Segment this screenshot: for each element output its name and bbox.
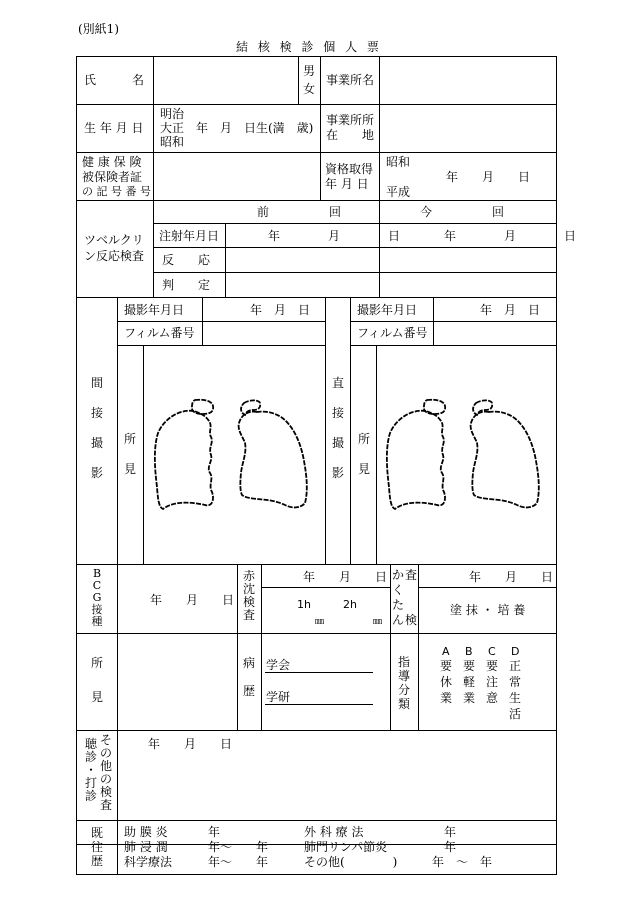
other-label: その他( ) [304,855,398,869]
infiltration-label: 肺 浸 潤 [124,840,168,854]
guidance-label: 指 導 分 類 [397,655,410,711]
qualify-label-1: 資格取得 [325,162,374,176]
insurance-label-3: の 記 号 番 号 [82,185,151,198]
history-bottom-rule [76,874,557,875]
bcg-date: 年 月 日 [150,593,235,607]
other-years: 年 〜 年 [432,855,493,869]
insurance-label-1: 健 康 保 険 [82,155,142,169]
esr-mm-2: ㎜ [373,617,383,627]
hilar-year: 年 [444,840,457,854]
era-showa: 昭和 [160,135,185,149]
esr-mm-1: ㎜ [315,617,325,627]
direct-date-label: 撮影年月日 [357,303,418,317]
direct-film-label: フィルム番号 [357,326,428,340]
auscultation-label: 聴 診 ・ 打 診 [84,737,97,803]
conference-underline [265,672,373,673]
direct-label: 直 接 撮 影 [331,376,344,480]
esr-1h: 1h [297,598,311,611]
sputum-label-col1: か く た ん [391,568,404,627]
indirect-date-text: 年 月 日 [250,303,311,317]
esr-label: 赤 沈 検 査 [242,569,255,622]
inject-date-curr: 年 月 日 [444,229,577,243]
birth-date-text: 年 月 日生(満 歳) [196,121,314,135]
indirect-film-label: フィルム番号 [124,326,195,340]
indirect-label: 間 接 撮 影 [90,376,103,480]
address-label-1: 事業所所 [326,113,375,127]
past-history-label: 既 往 歴 [90,826,103,868]
sputum-label-col2: 査 検 [404,568,417,627]
auscultation-date: 年 月 日 [148,737,233,751]
history-right-rule [556,820,557,875]
indirect-date-label: 撮影年月日 [124,303,185,317]
era-taisho: 大正 [160,121,185,135]
reaction-label: 反 応 [162,253,211,267]
surgery-label: 外 科 療 法 [304,825,364,839]
infiltration-years: 年〜 年 [208,840,269,854]
inject-date-prev: 年 月 日 [268,229,401,243]
bcg-label: B C G 接 種 [91,567,103,628]
birth-label: 生 年 月 日 [84,121,144,135]
tuberculin-previous: 前 回 [257,205,342,219]
address-label-2: 在 地 [326,128,375,142]
findings-label: 所 見 [90,656,103,704]
qualify-date: 年 月 日 [446,170,531,184]
history-divider [117,820,118,875]
pleurisy-label: 助 膜 炎 [124,825,168,839]
inject-date-label: 注射年月日 [159,229,220,243]
era-meiji: 明治 [160,107,185,121]
direct-date-text: 年 月 日 [480,303,541,317]
pleurisy-year: 年 [208,825,221,839]
judgment-label: 判 定 [162,278,211,292]
sputum-methods: 塗 抹 ・ 培 養 [450,603,526,617]
conference-entry: 学会 [266,658,291,672]
esr-date: 年 月 日 [303,570,388,584]
esr-2h: 2h [343,598,357,611]
direct-findings-label: 所 見 [357,432,370,476]
indirect-findings-label: 所 見 [123,432,136,476]
history-left-rule [76,820,77,875]
chemo-label: 科学療法 [124,855,173,869]
sex-female[interactable]: 女 [303,82,316,96]
tuberculin-label-1: ツベルクリ [84,233,144,247]
indirect-lung-diagram [153,397,313,517]
surgery-year: 年 [444,825,457,839]
history-label: 病 歴 [242,656,255,698]
tuberculin-label-2: ン反応検査 [84,249,145,263]
sputum-date: 年 月 日 [469,570,554,584]
qualify-label-2: 年 月 日 [325,177,369,191]
sex-male[interactable]: 男 [303,64,316,78]
insurance-label-2: 被保険者証 [82,170,143,184]
direct-lung-diagram [385,397,545,517]
chemo-years: 年〜 年 [208,855,269,869]
tuberculin-current: 今 回 [420,205,505,219]
other-exam-label: そ の 他 の 検 査 [99,733,112,812]
hilar-label: 肺門リンパ節炎 [304,840,388,854]
research-underline [265,704,373,705]
workplace-label: 事業所名 [326,73,375,87]
name-label: 氏 名 [84,73,145,87]
qualify-era-2: 平成 [386,185,411,199]
form-title: 結 核 検 診 個 人 票 [236,40,382,54]
research-entry: 学研 [266,690,291,704]
annex-label: (別紙1) [78,22,119,36]
qualify-era-1: 昭和 [386,155,411,169]
